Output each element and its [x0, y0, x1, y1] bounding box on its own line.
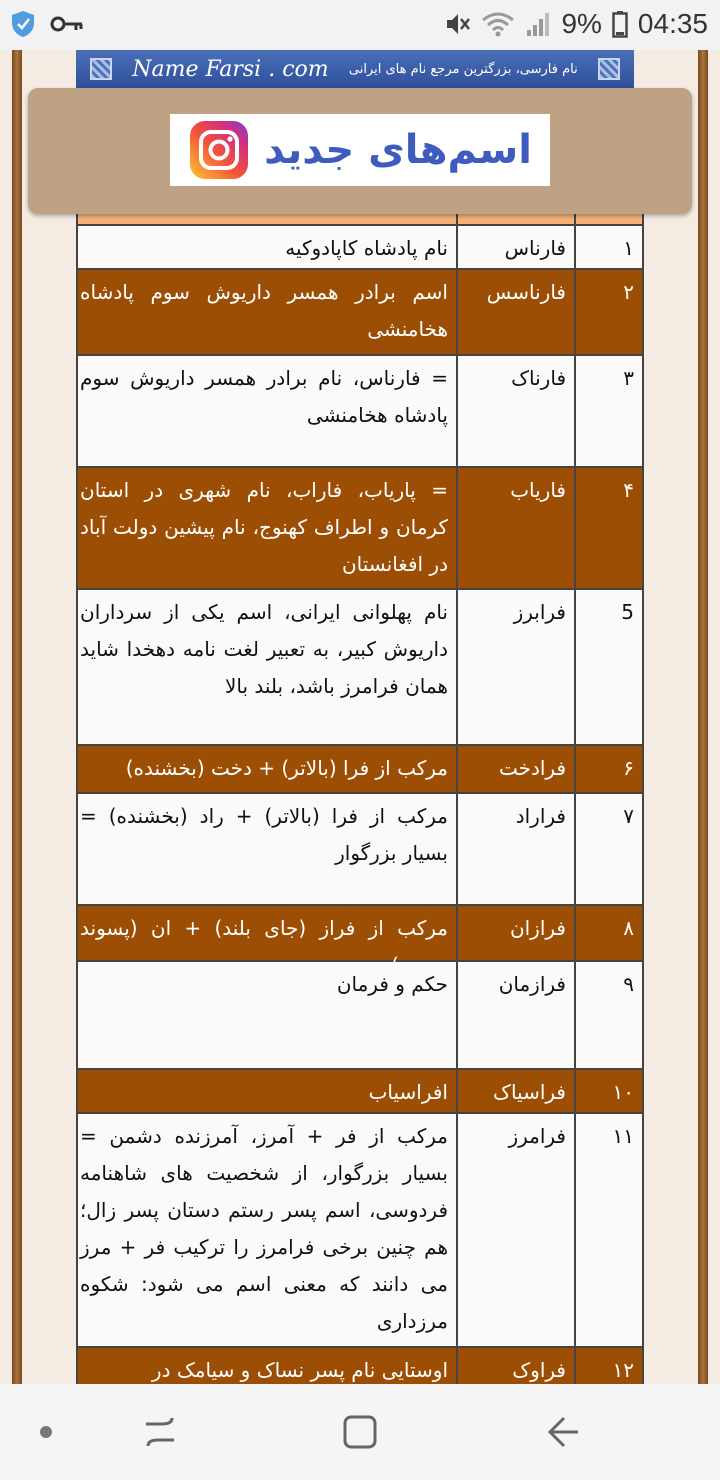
row-number-cell	[574, 906, 642, 960]
row-number-cell	[574, 962, 642, 1068]
row-name-cell	[456, 468, 574, 588]
row-name-cell	[456, 1348, 574, 1384]
row-meaning-cell	[74, 270, 456, 354]
home-icon[interactable]	[340, 1412, 380, 1452]
row-name-cell	[456, 226, 574, 268]
row-name: فارناک	[511, 366, 566, 390]
battery-icon	[612, 10, 628, 38]
row-name: فرازمان	[498, 972, 566, 996]
row-number-cell	[574, 746, 642, 792]
back-icon[interactable]	[542, 1412, 582, 1452]
row-name: فرامرز	[508, 1124, 566, 1148]
frame-right-border	[698, 50, 708, 1384]
row-name: فاریاب	[510, 478, 566, 502]
nav-dot-icon[interactable]	[40, 1426, 52, 1438]
row-name: فرازان	[509, 916, 566, 940]
row-meaning: مرکب از فراز (جای بلند) + ان (پسوند	[80, 916, 448, 940]
new-names-link[interactable]	[170, 114, 550, 186]
row-number: ۱۲	[612, 1358, 634, 1382]
row-number-cell	[574, 794, 642, 904]
row-number-cell	[574, 590, 642, 744]
row-meaning: نام پهلوانی ایرانی، اسم یکی از سرداران داریوش کبیر، به تعبیر لغت نامه دهخدا شاید همان فرامرز باشد، بلند بالا	[80, 600, 448, 698]
row-number-cell	[574, 1070, 642, 1112]
row-name-cell	[456, 270, 574, 354]
row-name-cell	[456, 962, 574, 1068]
row-meaning-cell	[74, 1114, 456, 1346]
row-meaning-cell	[74, 356, 456, 466]
new-names-popup[interactable]	[28, 88, 692, 214]
row-number: ۸	[623, 916, 634, 940]
row-meaning-cell	[74, 906, 456, 960]
row-number-cell	[574, 1348, 642, 1384]
row-name: فرادخت	[498, 756, 566, 780]
row-name: فارناسس	[486, 280, 566, 304]
navigation-bar	[0, 1384, 720, 1480]
row-meaning: مرکب از فرا (بالاتر) + راد (بخشنده) = بسیار بزرگوار	[80, 804, 448, 865]
table-row	[76, 1114, 644, 1348]
row-name-cell	[456, 1070, 574, 1112]
banner-pattern-icon	[598, 58, 620, 80]
row-name-cell	[456, 590, 574, 744]
row-name-cell	[456, 356, 574, 466]
row-name-cell	[456, 794, 574, 904]
wifi-icon	[481, 10, 515, 38]
row-name: فارناس	[504, 236, 566, 260]
signal-icon	[525, 10, 551, 38]
row-meaning-cell	[74, 794, 456, 904]
row-meaning-cell	[74, 1070, 456, 1112]
vpn-shield-icon	[10, 10, 36, 38]
frame-left-border	[12, 50, 22, 1384]
key-icon	[50, 14, 84, 34]
row-number: ۱۱	[612, 1124, 634, 1148]
row-number-cell	[574, 356, 642, 466]
row-meaning-cell	[74, 1348, 456, 1384]
new-names-title: اسم‌های جدید	[264, 127, 532, 173]
row-meaning: افراسیاب	[368, 1080, 448, 1104]
banner-logo: Name Farsi . com	[132, 56, 329, 82]
battery-percent: 9%	[561, 8, 602, 39]
row-number: 5	[621, 600, 634, 624]
row-number: ۶	[623, 756, 634, 780]
web-page	[0, 50, 720, 1384]
table-row	[76, 906, 644, 962]
row-number: ۹	[623, 972, 634, 996]
row-meaning: = فارناس، نام برادر همسر داریوش سوم پادشاه هخامنشی	[80, 366, 448, 427]
table-row	[76, 356, 644, 468]
row-name-cell	[456, 906, 574, 960]
row-number-cell	[574, 1114, 642, 1346]
table-row	[76, 746, 644, 794]
table-row	[76, 590, 644, 746]
table-row	[76, 468, 644, 590]
instagram-icon	[188, 119, 250, 181]
row-number: ۷	[623, 804, 634, 828]
row-meaning-cell	[74, 746, 456, 792]
row-meaning: مرکب از فرا (بالاتر) + دخت (بخشنده)	[125, 756, 448, 780]
mute-icon	[443, 10, 471, 38]
row-number-cell	[574, 270, 642, 354]
banner-subtitle: نام فارسی، بزرگترین مرجع نام های ایرانی	[348, 61, 578, 77]
table-row	[76, 270, 644, 356]
row-meaning-cell	[74, 962, 456, 1068]
row-name: فراسیاک	[493, 1080, 566, 1104]
recent-apps-icon[interactable]	[140, 1414, 180, 1450]
clock: 04:35	[637, 8, 708, 39]
table-row	[76, 1070, 644, 1114]
row-number: ۱	[623, 236, 634, 260]
row-name-cell	[456, 746, 574, 792]
row-meaning: نام پادشاه کاپادوکیه	[285, 236, 448, 260]
row-number: ۱۰	[612, 1080, 634, 1104]
table-row	[76, 794, 644, 906]
row-meaning-cell	[74, 590, 456, 744]
site-banner[interactable]	[76, 50, 634, 88]
row-name: فراراد	[515, 804, 566, 828]
row-meaning: حکم و فرمان	[336, 972, 448, 996]
status-bar	[0, 0, 720, 50]
row-number-cell	[574, 468, 642, 588]
row-meaning: اسم برادر همسر داریوش سوم پادشاه هخامنشی	[80, 280, 448, 341]
row-number: ۲	[623, 280, 634, 304]
table-row	[76, 1348, 644, 1384]
row-meaning-cell	[74, 226, 456, 268]
row-meaning: اوستایی نام پسر نساک و سیامک در	[151, 1358, 448, 1382]
row-number: ۴	[623, 478, 634, 502]
row-meaning-cell	[74, 468, 456, 588]
table-row	[76, 962, 644, 1070]
row-name-cell	[456, 1114, 574, 1346]
table-row	[76, 226, 644, 270]
row-meaning: = پاریاب، فاراب، نام شهری در استان کرمان و اطراف کهنوج، نام پیشین دولت آباد در افغانستان	[80, 478, 448, 576]
row-name: فراوک	[512, 1358, 566, 1382]
row-meaning: مرکب از فر + آمرز، آمرزنده دشمن = بسیار بزرگوار، از شخصیت های شاهنامه فردوسی، اسم پسر رستم دستان پسر زال؛ هم چنین برخی فرامرز را ترکیب فر + مرز می دانند که معنی اسم می شود: شکوه مرزداری	[80, 1124, 448, 1333]
row-name: فرابرز	[513, 600, 566, 624]
row-number: ۳	[623, 366, 634, 390]
row-number-cell	[574, 226, 642, 268]
banner-pattern-icon	[90, 58, 112, 80]
